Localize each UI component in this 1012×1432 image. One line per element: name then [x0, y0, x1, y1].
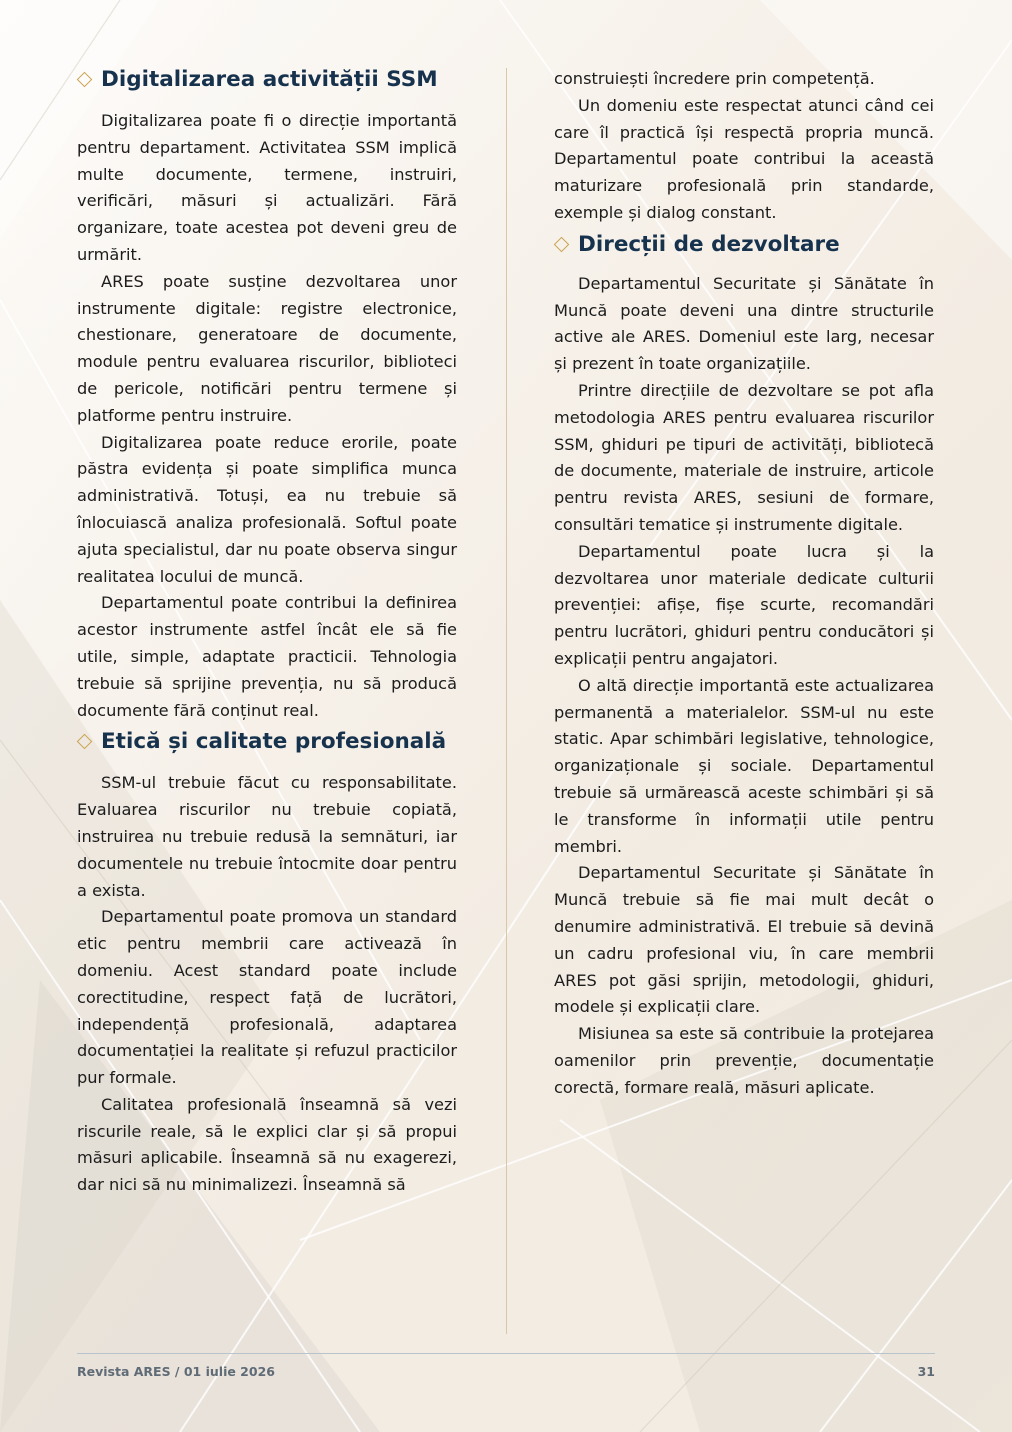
section-heading-etica: [77, 728, 457, 756]
footer-rule: [77, 1353, 935, 1354]
section-title: Etică și calitate profesională: [101, 729, 447, 755]
footer-publication: Revista ARES / 01 iulie 2026: [77, 1364, 275, 1379]
paragraph: Departamentul poate lucra și la dezvoltarea unor materiale dedicate culturii prevenției: afișe, fișe scurte, recomandări pentru lucrători, ghiduri pentru conducători și explicații pentru angajatori.: [554, 541, 934, 668]
paragraph: Digitalizarea poate reduce erorile, poate păstra evidența și poate simplifica munca administrativă. Totuși, ea nu trebuie să înlocuiască analiza profesională. Softul poate ajuta specialistul, dar nu poate observa singur realitatea locului de muncă.: [77, 432, 457, 586]
paragraph: Calitatea profesională înseamnă să vezi riscurile reale, să le explici clar și să propui măsuri aplicabile. Înseamnă să nu exagerezi, dar nici să nu minimalizezi. Înseamnă să: [77, 1094, 457, 1195]
left-column: [77, 66, 457, 1199]
section-heading-digitalizare: [77, 66, 457, 94]
paragraph: Departamentul poate contribui la definirea acestor instrumente astfel încât ele să fie utile, simple, adaptate practicii. Tehnologia trebuie să sprijine prevenția, nu să producă documente fără conținut real.: [77, 593, 457, 720]
section-title: Direcții de dezvoltare: [578, 231, 840, 257]
paragraph: SSM-ul trebuie făcut cu responsabilitate. Evaluarea riscurilor nu trebuie copiată, instruirea nu trebuie redusă la semnături, iar documentele nu trebuie întocmite doar pentru a exista.: [77, 773, 457, 900]
right-column: [554, 66, 934, 1101]
section-title: Digitalizarea activității SSM: [101, 67, 438, 92]
column-divider: [506, 68, 507, 1334]
paragraph: O altă direcție importantă este actualizarea permanentă a materialelor. SSM-ul nu este static. Apar schimbări legislative, tehnologice, organizaționale și sociale. Departamentul trebuie să urmărească aceste schimbări și să le transforme în informații utile pentru membri.: [554, 675, 934, 856]
paragraph: Printre direcțiile de dezvoltare se pot afla metodologia ARES pentru evaluarea riscurilor SSM, ghiduri pe tipuri de activități, bibliotecă de documente, materiale de instruire, articole pentru revista ARES, sesiuni de formare, consultări tematice și instrumente digitale.: [554, 380, 934, 534]
paragraph: Misiunea sa este să contribuie la protejarea oamenilor prin prevenție, documentație corectă, formare reală, măsuri aplicate.: [554, 1024, 934, 1097]
paragraph: Un domeniu este respectat atunci când cei care îl practică își respectă propria muncă. Departamentul poate contribui la această maturizare profesională prin standarde, exemple și dialog constant.: [554, 95, 934, 222]
paragraph: Departamentul Securitate și Sănătate în Muncă poate deveni una dintre structurile active ale ARES. Domeniul este larg, necesar și prezent în toate organizațiile.: [554, 273, 934, 374]
paragraph: Departamentul Securitate și Sănătate în Muncă trebuie să fie mai mult decât o denumire administrativă. El trebuie să devină un cadru profesional viu, în care membrii ARES pot găsi sprijin, metodologii, ghiduri, modele și explicații clare.: [554, 863, 934, 1017]
page-number: 31: [917, 1364, 935, 1379]
diamond-icon: [554, 237, 570, 253]
diamond-icon: [77, 734, 93, 750]
paragraph-continuation: construiești încredere prin competență.: [554, 69, 875, 88]
diamond-icon: [77, 72, 93, 88]
paragraph: Departamentul poate promova un standard etic pentru membrii care activează în domeniu. Acest standard poate include corectitudine, respect față de lucrători, independență profesională, adaptarea documentației la realitate și refuzul practicilor pur formale.: [77, 907, 457, 1088]
paragraph: Digitalizarea poate fi o direcție importantă pentru departament. Activitatea SSM implică multe documente, termene, instruiri, verificări, măsuri și actualizări. Fără organizare, toate acestea pot deveni greu de urmărit.: [77, 111, 457, 264]
section-heading-directii: [554, 231, 934, 259]
paragraph: ARES poate susține dezvoltarea unor instrumente digitale: registre electronice, chestionare, generatoare de documente, module pentru evaluarea riscurilor, biblioteci de pericole, notificări pentru termene și platforme pentru instruire.: [77, 271, 457, 425]
